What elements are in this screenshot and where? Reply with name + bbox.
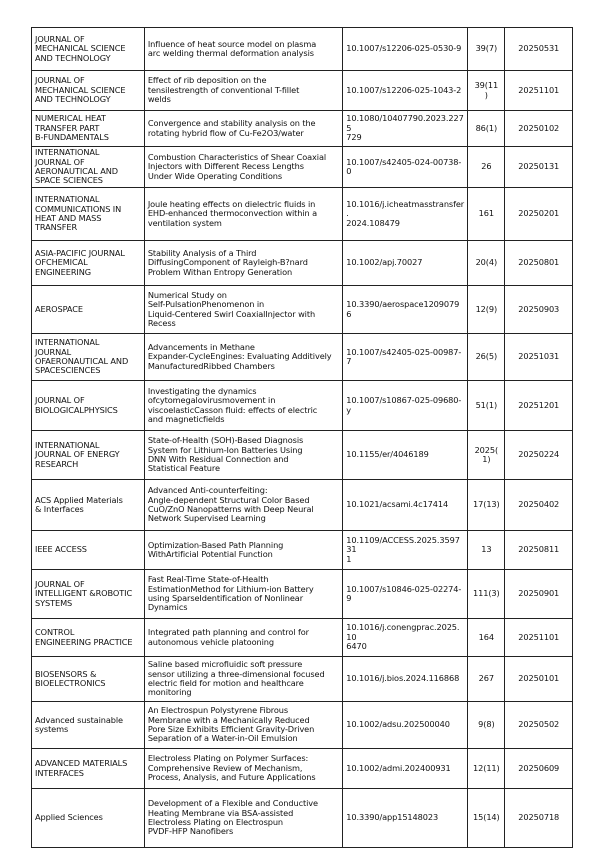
journal-cell: NUMERICAL HEAT TRANSFER PART B-FUNDAMENTALS (32, 111, 145, 147)
journal-cell: INTERNATIONAL JOURNAL OF ENERGY RESEARCH (32, 431, 145, 480)
table-row (32, 619, 573, 657)
table-row (32, 147, 573, 188)
journal-cell: AEROSPACE (32, 286, 145, 334)
doi-cell: 10.1007/s12206-025-0530-9 (343, 28, 468, 71)
date-cell: 20250718 (505, 789, 573, 848)
doi-cell: 10.3390/app15148023 (343, 789, 468, 848)
journal-cell: JOURNAL OF MECHANICAL SCIENCE AND TECHNOLOGY (32, 28, 145, 71)
journal-cell: BIOSENSORS & BIOELECTRONICS (32, 657, 145, 702)
table-row (32, 241, 573, 286)
table-row (32, 480, 573, 531)
table-row (32, 381, 573, 431)
date-cell: 20250102 (505, 111, 573, 147)
doi-cell: 10.1021/acsami.4c17414 (343, 480, 468, 531)
volume-cell: 13 (468, 531, 505, 570)
date-cell: 20250201 (505, 188, 573, 241)
table-row (32, 657, 573, 702)
volume-cell: 12(9) (468, 286, 505, 334)
doi-cell: 10.1007/s10846-025-02274-9 (343, 570, 468, 619)
date-cell: 20250502 (505, 702, 573, 749)
table-row (32, 71, 573, 111)
volume-cell: 111(3) (468, 570, 505, 619)
doi-cell: 10.1016/j.icheatmasstransfer. 2024.108479 (343, 188, 468, 241)
journal-cell: ACS Applied Materials & Interfaces (32, 480, 145, 531)
doi-cell: 10.1109/ACCESS.2025.359731 1 (343, 531, 468, 570)
title-cell: Stability Analysis of a Third DiffusingComponent of Rayleigh-B?nard Problem Withan Entropy Generation (144, 241, 342, 286)
journal-cell: ADVANCED MATERIALS INTERFACES (32, 749, 145, 789)
title-cell: Development of a Flexible and Conductive Heating Membrane via BSA-assisted Electroless Plating on Electrospun PVDF-HFP Nanofibers (144, 789, 342, 848)
date-cell: 20250609 (505, 749, 573, 789)
table-row (32, 111, 573, 147)
volume-cell: 2025( 1) (468, 431, 505, 480)
table-row (32, 570, 573, 619)
title-cell: Joule heating effects on dielectric fluids in EHD-enhanced thermoconvection within a ventilation system (144, 188, 342, 241)
table-row (32, 789, 573, 848)
table-row (32, 28, 573, 71)
journal-cell: Advanced sustainable systems (32, 702, 145, 749)
doi-cell: 10.1002/adsu.202500040 (343, 702, 468, 749)
date-cell: 20251101 (505, 619, 573, 657)
doi-cell: 10.1002/apj.70027 (343, 241, 468, 286)
journal-cell: JOURNAL OF INTELLIGENT &ROBOTIC SYSTEMS (32, 570, 145, 619)
journal-cell: INTERNATIONAL COMMUNICATIONS IN HEAT AND MASS TRANSFER (32, 188, 145, 241)
publication-table-body (32, 28, 573, 848)
title-cell: Advanced Anti-counterfeiting: Angle-dependent Structural Color Based CuO/ZnO Nanopatterns with Deep Neural Network Supervised Learning (144, 480, 342, 531)
title-cell: An Electrospun Polystyrene Fibrous Membrane with a Mechanically Reduced Pore Size Exhibits Efficient Gravity-Driven Separation of a Water-in-Oil Emulsion (144, 702, 342, 749)
volume-cell: 164 (468, 619, 505, 657)
volume-cell: 267 (468, 657, 505, 702)
date-cell: 20250101 (505, 657, 573, 702)
journal-cell: JOURNAL OF MECHANICAL SCIENCE AND TECHNOLOGY (32, 71, 145, 111)
doi-cell: 10.1016/j.bios.2024.116868 (343, 657, 468, 702)
date-cell: 20250811 (505, 531, 573, 570)
journal-cell: ASIA-PACIFIC JOURNAL OFCHEMICAL ENGINEERING (32, 241, 145, 286)
date-cell: 20250402 (505, 480, 573, 531)
volume-cell: 20(4) (468, 241, 505, 286)
journal-cell: CONTROL ENGINEERING PRACTICE (32, 619, 145, 657)
title-cell: Convergence and stability analysis on the rotating hybrid flow of Cu-Fe2O3/water (144, 111, 342, 147)
table-row (32, 334, 573, 381)
title-cell: Investigating the dynamics ofcytomegalovirusmovement in viscoelasticCasson fluid: effects of electric and magneticfields (144, 381, 342, 431)
title-cell: Advancements in Methane Expander-CycleEngines: Evaluating Additively ManufacturedRibbed Chambers (144, 334, 342, 381)
table-row (32, 749, 573, 789)
journal-cell: INTERNATIONAL JOURNAL OF AERONAUTICAL AND SPACE SCIENCES (32, 147, 145, 188)
table-row (32, 431, 573, 480)
title-cell: Optimization-Based Path Planning WithArtificial Potential Function (144, 531, 342, 570)
volume-cell: 86(1) (468, 111, 505, 147)
volume-cell: 26(5) (468, 334, 505, 381)
title-cell: Saline based microfluidic soft pressure sensor utilizing a three-dimensional focused electric field for motion and healthcare monitoring (144, 657, 342, 702)
doi-cell: 10.3390/aerospace12090796 (343, 286, 468, 334)
journal-cell: JOURNAL OF BIOLOGICALPHYSICS (32, 381, 145, 431)
volume-cell: 12(11) (468, 749, 505, 789)
doi-cell: 10.1007/s10867-025-09680-y (343, 381, 468, 431)
volume-cell: 39(11 ) (468, 71, 505, 111)
date-cell: 20250903 (505, 286, 573, 334)
volume-cell: 39(7) (468, 28, 505, 71)
title-cell: Influence of heat source model on plasma arc welding thermal deformation analysis (144, 28, 342, 71)
doi-cell: 10.1155/er/4046189 (343, 431, 468, 480)
volume-cell: 26 (468, 147, 505, 188)
date-cell: 20251201 (505, 381, 573, 431)
title-cell: State-of-Health (SOH)-Based Diagnosis System for Lithium-Ion Batteries Using DNN With Residual Connection and Statistical Feature (144, 431, 342, 480)
volume-cell: 161 (468, 188, 505, 241)
doi-cell: 10.1016/j.conengprac.2025.10 6470 (343, 619, 468, 657)
volume-cell: 9(8) (468, 702, 505, 749)
doi-cell: 10.1007/s42405-024-00738-0 (343, 147, 468, 188)
table-row (32, 531, 573, 570)
date-cell: 20250131 (505, 147, 573, 188)
title-cell: Integrated path planning and control for autonomous vehicle platooning (144, 619, 342, 657)
journal-cell: IEEE ACCESS (32, 531, 145, 570)
journal-cell: INTERNATIONAL JOURNAL OFAERONAUTICAL AND SPACESCIENCES (32, 334, 145, 381)
volume-cell: 51(1) (468, 381, 505, 431)
doi-cell: 10.1080/10407790.2023.2275 729 (343, 111, 468, 147)
date-cell: 20250901 (505, 570, 573, 619)
date-cell: 20251031 (505, 334, 573, 381)
title-cell: Numerical Study on Self-PulsationPhenomenon in Liquid-Centered Swirl CoaxialInjector with Recess (144, 286, 342, 334)
doi-cell: 10.1007/s12206-025-1043-2 (343, 71, 468, 111)
title-cell: Combustion Characteristics of Shear Coaxial Injectors with Different Recess Lengths Under Wide Operating Conditions (144, 147, 342, 188)
title-cell: Fast Real-Time State-of-Health EstimationMethod for Lithium-ion Battery using SparseIdentification of Nonlinear Dynamics (144, 570, 342, 619)
title-cell: Electroless Plating on Polymer Surfaces: Comprehensive Review of Mechanism, Process, Analysis, and Future Applications (144, 749, 342, 789)
doi-cell: 10.1002/admi.202400931 (343, 749, 468, 789)
date-cell: 20251101 (505, 71, 573, 111)
date-cell: 20250224 (505, 431, 573, 480)
volume-cell: 17(13) (468, 480, 505, 531)
title-cell: Effect of rib deposition on the tensilestrength of conventional T-fillet welds (144, 71, 342, 111)
date-cell: 20250801 (505, 241, 573, 286)
table-row (32, 286, 573, 334)
publication-table (31, 27, 573, 848)
journal-cell: Applied Sciences (32, 789, 145, 848)
volume-cell: 15(14) (468, 789, 505, 848)
date-cell: 20250531 (505, 28, 573, 71)
table-row (32, 702, 573, 749)
table-row (32, 188, 573, 241)
doi-cell: 10.1007/s42405-025-00987-7 (343, 334, 468, 381)
